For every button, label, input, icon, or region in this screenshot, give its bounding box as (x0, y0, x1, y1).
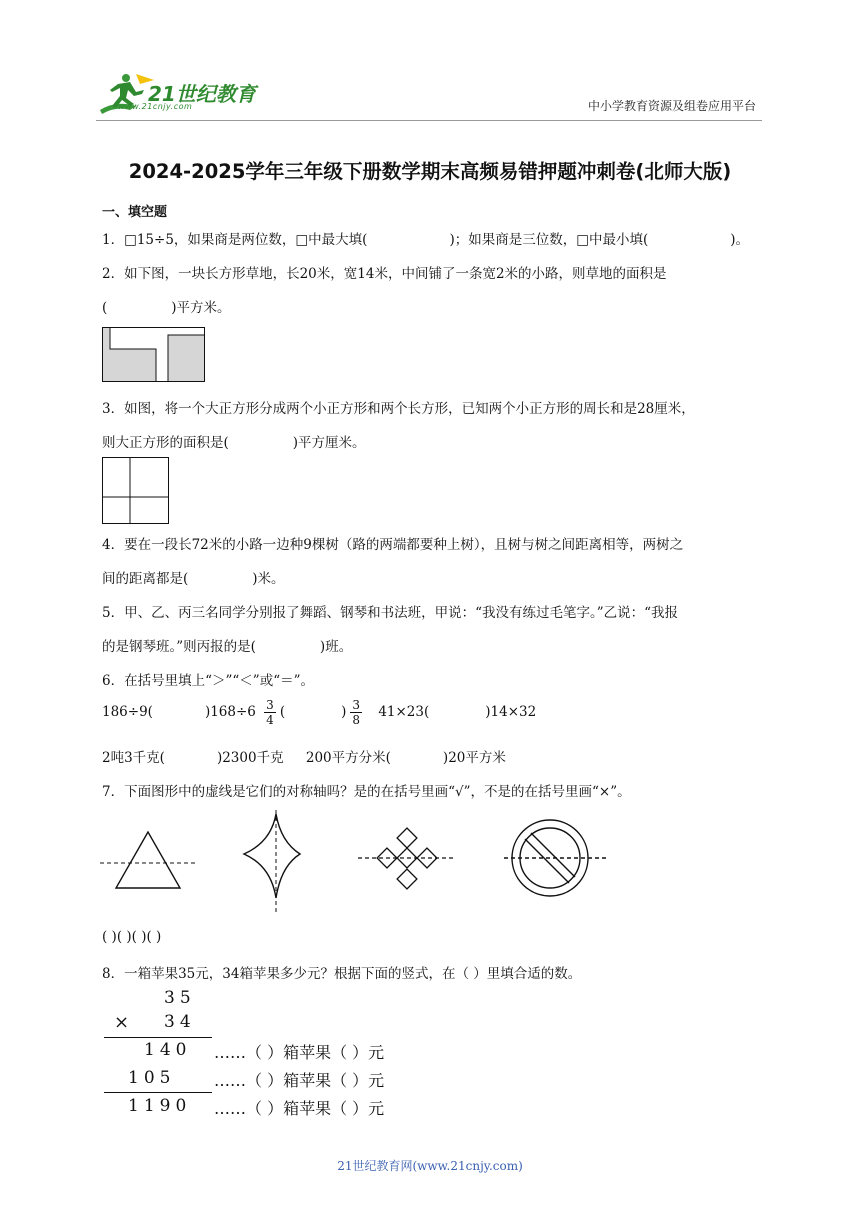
knot-figure (358, 828, 456, 889)
logo-url: www.21cnjy.com (118, 102, 193, 111)
question-6-row-2: 2吨3千克( )2300千克 200平方分米( )20平方米 (102, 750, 506, 766)
fraction-3-4: $\frac{3}{4}$ (266, 698, 274, 727)
fraction-3-8: $\frac{3}{8}$ (352, 698, 361, 727)
partial-product-1: 140 (144, 1040, 192, 1060)
calc-line-1 (104, 1037, 212, 1038)
row-2-annotation: ……（ ）箱苹果（ ）元 (214, 1071, 385, 1090)
question-8-line-1: 8．一箱苹果35元，34箱苹果多少元？根据下面的竖式，在（ ）里填合适的数。 (102, 966, 582, 982)
header-divider (96, 120, 762, 121)
question-4-line-1: 4．要在一段长72米的小路一边种9棵树（路的两端都要种上树），且树与树之间距离相等，两树之 (102, 537, 684, 553)
logo-text: 21世纪教育 (148, 82, 256, 106)
calc-line-2 (104, 1092, 212, 1093)
square-figure (102, 457, 170, 529)
question-3-line-1: 3．如图，将一个大正方形分成两个小正方形和两个长方形，已知两个小正方形的周长和是28厘米， (102, 401, 695, 417)
triangle-figure (100, 832, 196, 888)
question-5-line-2: 的是钢琴班。”则丙报的是( )班。 (102, 639, 353, 655)
footer: 21世纪教育网(www.21cnjy.com) (337, 1159, 523, 1173)
total-product: 1190 (128, 1096, 192, 1116)
question-4-line-2: 间的距离都是( )米。 (102, 571, 285, 587)
lawn-figure (102, 327, 206, 387)
question-5-line-1: 5．甲、乙、丙三名同学分别报了舞蹈、钢琴和书法班，甲说：“我没有练过毛笔字。”乙说：“我报 (102, 605, 679, 621)
star-figure (244, 810, 300, 912)
row-3-annotation: ……（ ）箱苹果（ ）元 (214, 1099, 385, 1118)
section-heading: 一、填空题 (102, 205, 168, 220)
partial-product-2: 105 (128, 1068, 176, 1088)
symmetry-figures (100, 810, 620, 918)
question-7-answers: ( )( )( )( ) (102, 929, 162, 945)
question-2-line-2: ( )平方米。 (102, 300, 231, 316)
question-2-line-1: 2．如下图，一块长方形草地，长20米，宽14米，中间铺了一条宽2米的小路，则草地的面积是 (102, 266, 667, 282)
times-sign: × (114, 1012, 135, 1033)
multiplier: 34 (164, 1012, 196, 1032)
multiplicand: 35 (164, 988, 196, 1008)
question-7-line-1: 7．下面图形中的虚线是它们的对称轴吗？是的在括号里画“√”，不是的在括号里画“×”。 (102, 784, 631, 800)
question-3-line-2: 则大正方形的面积是( )平方厘米。 (102, 435, 366, 451)
row-1-annotation: ……（ ）箱苹果（ ）元 (214, 1043, 385, 1062)
question-6-line-1: 6．在括号里填上“＞”“＜”或“＝”。 (102, 673, 314, 689)
logo (96, 70, 266, 122)
no-sign-figure (504, 820, 608, 896)
question-1: 1．□15÷5，如果商是两位数，□中最大填( )；如果商是三位数，□中最小填( )。 (102, 232, 750, 248)
page-title: 2024-2025学年三年级下册数学期末高频易错押题冲刺卷(北师大版) (128, 160, 732, 183)
vertical-multiplication (102, 984, 482, 1124)
question-6-row-1: 186÷9( )168÷6 $\frac{3}{4}$ ( ) $\frac{3}{8}$ 41×23( )14×32 (102, 698, 537, 727)
platform-label: 中小学教育资源及组卷应用平台 (587, 99, 756, 113)
